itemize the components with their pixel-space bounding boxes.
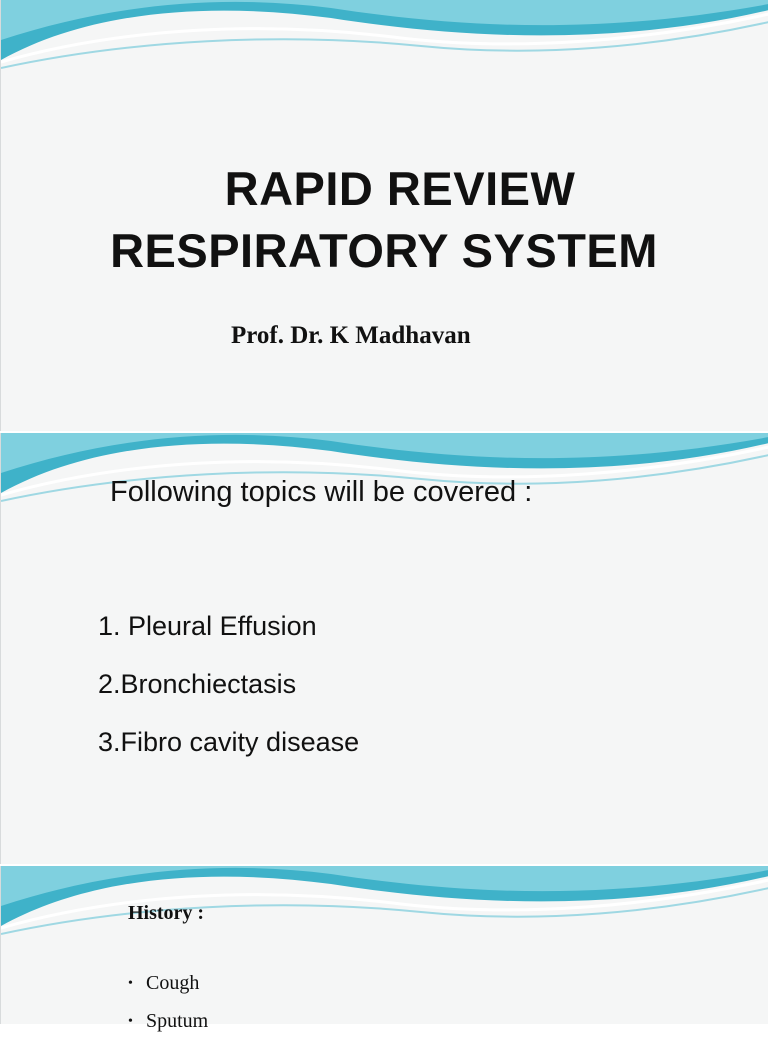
history-heading: History : (128, 902, 205, 924)
slide-title-line-1: RAPID REVIEW (224, 162, 576, 215)
bullet-icon: • (128, 1014, 133, 1030)
topic-list (98, 600, 359, 774)
topic-item: 1. Pleural Effusion (98, 611, 317, 641)
topic-item: 3.Fibro cavity disease (98, 727, 360, 757)
bullet-icon: • (128, 976, 133, 992)
header-wave-decoration (1, 0, 768, 70)
slide-title-line-2: RESPIRATORY SYSTEM (110, 224, 658, 277)
author-name: Prof. Dr. K Madhavan (231, 322, 471, 349)
slide-3 (0, 866, 768, 1024)
list-item-label: Sputum (146, 1010, 209, 1032)
list-item-label: Cough (146, 972, 200, 994)
header-wave-decoration (1, 866, 768, 936)
topics-heading: Following topics will be covered : (110, 476, 533, 508)
history-list (128, 968, 208, 1044)
list-item (128, 1006, 208, 1044)
topic-item: 2.Bronchiectasis (98, 669, 297, 699)
list-item (128, 968, 208, 1006)
